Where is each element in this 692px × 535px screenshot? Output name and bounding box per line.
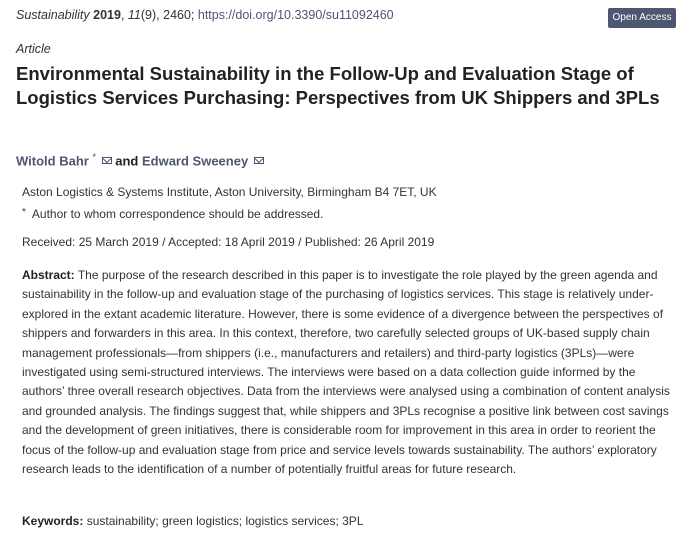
corresponding-mark: * [92, 152, 96, 162]
citation-line: Sustainability 2019, 11(9), 2460; https://doi.org/10.3390/su11092460 [16, 8, 394, 22]
open-access-badge[interactable]: Open Access [608, 8, 676, 28]
article-title: Environmental Sustainability in the Follow-Up and Evaluation Stage of Logistics Services Purchasing: Perspectives from UK Shippers and 3PLs [16, 63, 660, 108]
author-connector: and [115, 153, 139, 169]
keywords-text: sustainability; green logistics; logistics services; 3PL [86, 514, 364, 528]
article-type: Article [16, 42, 51, 56]
mail-icon[interactable] [102, 157, 112, 164]
author-link-sweeney[interactable]: Edward Sweeney [141, 153, 249, 169]
mail-icon[interactable] [254, 157, 264, 164]
doi-link[interactable]: https://doi.org/10.3390/su11092460 [197, 8, 394, 22]
correspondence-mark: * [22, 207, 26, 218]
author-list [16, 152, 264, 168]
journal-pages: , 2460; [156, 8, 198, 22]
abstract-text: The purpose of the research described in this paper is to investigate the role played by the green agenda and sustainability in the follow-up and evaluation stage of the purchasing of logistics services. This stage is relatively under-explored in the extant academic literature. However, there is some evidence of a divergence between the perspectives of shippers and forwarders in this area. In this context, therefore, two carefully selected groups of UK-based supply chain management professionals—from shippers (i.e., manufacturers and retailers) and third-party logistics (3PLs)—were investigated using semi-structured interviews. The interviews were based on a data collection guide informed by the authors’ three overall research objectives. Data from the interviews were analysed using a combination of content analysis and grounded analysis. The findings suggest that, while shippers and 3PLs recognise a positive link between cost savings and the development of green initiatives, there is considerable room for improvement in this area in order to reorient the focus of the follow-up and evaluation stage from price and service levels towards sustainability. The authors’ exploratory research leads to the identification of a number of potentially fruitful areas for future research. [22, 268, 670, 477]
affiliation: Aston Logistics & Systems Institute, Aston University, Birmingham B4 7ET, UK [22, 185, 437, 199]
keywords-label: Keywords: [22, 514, 84, 528]
journal-name: Sustainability [16, 8, 90, 22]
author-link-bahr[interactable]: Witold Bahr [16, 153, 89, 169]
correspondence-text: Author to whom correspondence should be addressed. [31, 207, 324, 221]
abstract [22, 266, 676, 479]
journal-volume: 11 [127, 8, 141, 22]
journal-issue: (9) [140, 8, 157, 22]
correspondence-note [22, 207, 323, 221]
publication-dates: Received: 25 March 2019 / Accepted: 18 April 2019 / Published: 26 April 2019 [22, 235, 435, 249]
abstract-label: Abstract: [22, 268, 75, 282]
keywords [22, 514, 364, 528]
journal-year: 2019 [93, 8, 121, 22]
